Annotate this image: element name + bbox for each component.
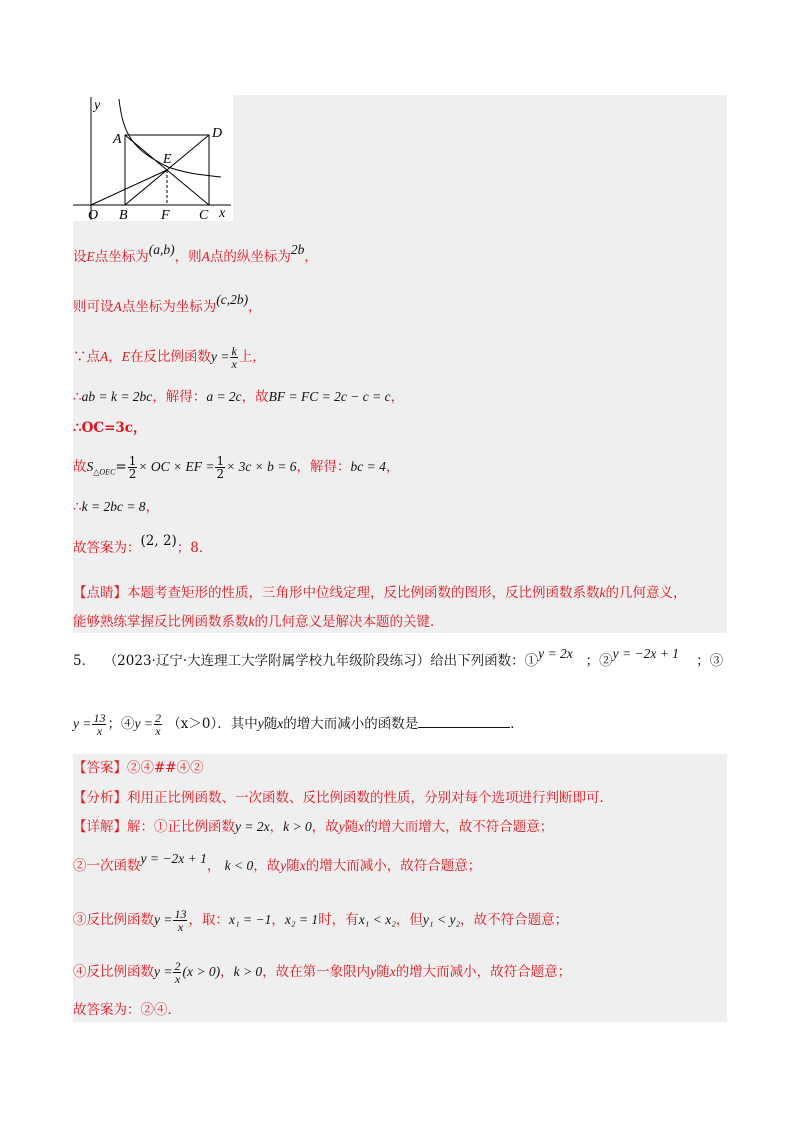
fraction-13-over-x: $\frac{13}{x}$ [93, 711, 106, 738]
answer-line: 【答案】②④##④② [73, 760, 204, 776]
label-d: D [212, 126, 223, 141]
fraction-2-over-x-detail: $\frac{2}{x}$ [174, 959, 181, 986]
solution-line-1: 设E点坐标为(a,b)，则A点的纵坐标为2b， [73, 242, 318, 265]
solution-line-6: 故$S_{\triangle OEC}=$ $\frac{1}{2}$ × OC × EF = $\frac{1}{2}$ × 3c × b = 6，解得：bc = 4， [73, 454, 400, 481]
fraction-half-1: $\frac{1}{2}$ [128, 454, 137, 481]
detail-line-2: ②一次函数y = −2x + 1， k < 0，故y随x的增大而减小，故符合题意； [73, 851, 482, 874]
label-a: A [113, 132, 122, 147]
answer-blank[interactable] [418, 715, 510, 728]
solution-line-5: ∴OC=3c， [73, 420, 147, 436]
fraction-2-over-x: $\frac{2}{x}$ [154, 711, 161, 738]
solution-line-3: ∵点A，E在反比例函数y = $\frac{k}{x}$ 上， [73, 344, 266, 371]
solution-line-7: ∴k = 2bc = 8， [73, 499, 160, 515]
label-e: E [163, 152, 172, 167]
question-5-line-1: 5． （2023·辽宁·大连理工大学附属学校九年级阶段练习）给出下列函数：①y = 2x ；②y = −2x + 1 ；③ [73, 646, 724, 669]
label-x: x [219, 206, 226, 221]
final-answer-line: 故答案为：②④． [73, 1002, 181, 1018]
label-c: C [199, 208, 209, 221]
detail-line-1: 【详解】解：①正比例函数y = 2x，k > 0，故y随x的增大而增大，故不符合题意； [73, 819, 554, 835]
comment-line-2: 能够熟练掌握反比例函数系数k的几何意义是解决本题的关键． [73, 614, 444, 630]
solution-line-4: ∴ab = k = 2bc，解得：a = 2c，故BF = FC = 2c − c = c， [73, 389, 405, 405]
fraction-half-2: $\frac{1}{2}$ [216, 454, 225, 481]
geometry-figure [73, 95, 233, 221]
solution-line-2: 则可设A点坐标为坐标为(c,2b)， [73, 292, 262, 315]
detail-line-4: ④反比例函数y = $\frac{2}{x}$ (x > 0)，k > 0，故在第一象限内y随x的增大而减小，故符合题意； [73, 959, 572, 986]
label-y: y [94, 98, 101, 113]
label-f: F [161, 208, 170, 221]
analysis-line: 【分析】利用正比例函数、一次函数、反比例函数的性质，分别对每个选项进行判断即可． [73, 790, 613, 806]
rectangle-hyperbola-figure [73, 95, 233, 221]
detail-line-3: ③反比例函数y = $\frac{13}{x}$ ，取：x₁ = −1，x₂ = 1时，有x₁ < x₂，但y₁ < y₂，故不符合题意； [73, 907, 569, 934]
fraction-k-over-x: $\frac{k}{x}$ [231, 344, 237, 371]
solution-line-8: 故答案为：(2, 2)；8． [73, 533, 213, 556]
question-5-line-2: y = $\frac{13}{x}$ ；④y = $\frac{2}{x}$ （x＞0）．其中y随x的增大而减小的函数是 ． [73, 711, 524, 738]
label-o: O [88, 208, 99, 221]
label-b: B [119, 208, 128, 221]
line-oe [91, 170, 167, 205]
fraction-13-over-x-detail: $\frac{13}{x}$ [174, 907, 187, 934]
comment-line-1: 【点睛】本题考查矩形的性质，三角形中位线定理，反比例函数的图形，反比例函数系数k的几何意义， [73, 585, 687, 601]
